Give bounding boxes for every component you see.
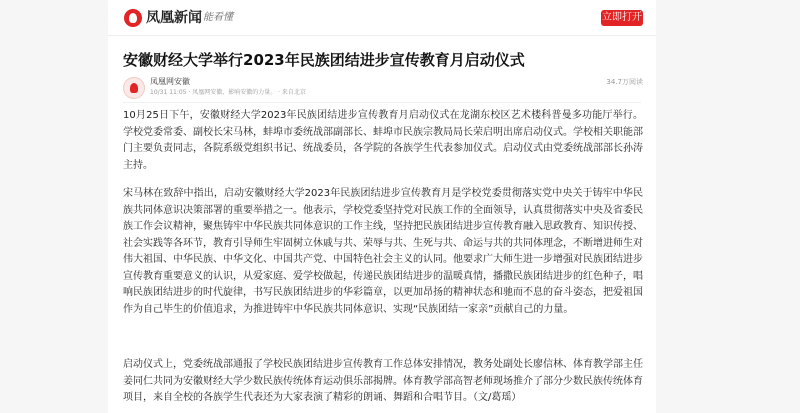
source-name[interactable]: 凤凰网安徽: [150, 77, 190, 86]
source-meta: 10/31 11:05 · 凤凰网安徽，影响安徽的力量。 · 来自北京: [150, 89, 306, 96]
source-avatar[interactable]: [123, 77, 145, 99]
article-column: [108, 0, 656, 413]
app-slogan: 能看懂: [203, 12, 233, 23]
article-paragraph: 宋马林在致辞中指出，启动安徽财经大学2023年民族团结进步宣传教育月是学校党委贯彻落实党中央关于铸牢中华民族共同体意识决策部署的重要举措之一。他表示，学校党委坚持党对民族工作的全面领导，认真贯彻落实中央及省委民族工作会议精神，聚焦铸牢中华民族共同体意识的工作主线，坚持把民族团结进步宣传教育融入思政教育、知识传授、社会实践等各环节，教育引导师生牢固树立休戚与共、荣辱与共、生死与共、命运与共的共同体理念，不断增进师生对伟大祖国、中华民族、中华文化、中国共产党、中国特色社会主义的认同。他要求广大师生进一步增强对民族团结进步宣传教育重要意义的认识，从爱家庭、爱学校做起，传递民族团结进步的温暖真情，播撒民族团结进步的红色种子，唱响民族团结进步的时代旋律，书写民族团结进步的华彩篇章，以更加昂扬的精神状态和驰而不息的奋斗姿态，把爱祖国作为自己毕生的价值追求，为推进铸牢中华民族共同体意识、实现“民族团结一家亲”贡献自己的力量。: [123, 188, 643, 315]
article-paragraph: 启动仪式上，党委统战部通报了学校民族团结进步宣传教育工作总体安排情况，教务处副处长廖信林、体育教学部主任姜同仁共同为安徽财经大学少数民族传统体育运动俱乐部揭牌。体育教学部高智老师现场推介了部分少数民族传统体育项目，来自全校的各族学生代表还为大家表演了精彩的朗诵、舞蹈和合唱节目。（文/葛瑶）: [123, 359, 643, 403]
open-app-button[interactable]: 立即打开: [601, 10, 643, 26]
header-divider: [123, 102, 641, 103]
article-paragraph: 10月25日下午，安徽财经大学2023年民族团结进步宣传教育月启动仪式在龙湖东校区艺术楼科普曼多功能厅举行。学校党委常委、副校长宋马林，蚌埠市委统战部副部长、蚌埠市民族宗教局局长荣启明出席启动仪式。学校相关职能部门主要负责同志，各院系级党组织书记、统战委员，各学院的各族学生代表参加仪式。启动仪式由党委统战部部长孙涛主持。: [123, 110, 643, 171]
top-bar: [108, 0, 656, 36]
app-logo-text[interactable]: 凤凰新闻: [146, 10, 202, 26]
read-count: 34.7万阅读: [606, 78, 643, 86]
phoenix-logo-icon[interactable]: [124, 9, 142, 27]
article-title: 安徽财经大学举行2023年民族团结进步宣传教育月启动仪式: [123, 51, 525, 69]
